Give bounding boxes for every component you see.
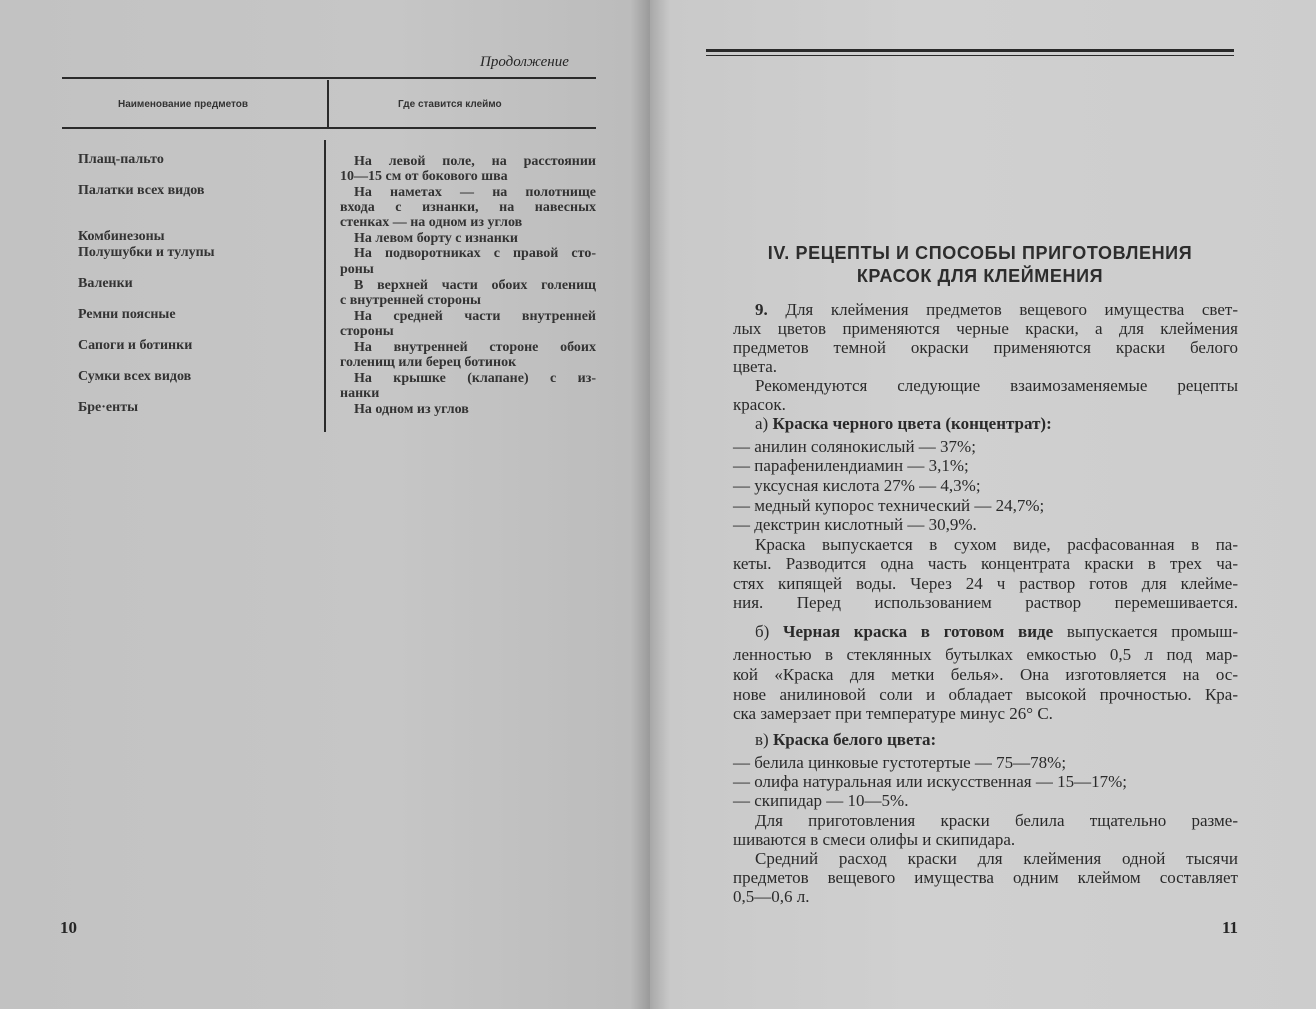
table-row-location-line: На левой поле, на расстоянии (354, 154, 596, 169)
table-row-item: Полушубки и тулупы (78, 245, 215, 260)
body-text-line (733, 622, 1238, 641)
table-row-location-line: роны (340, 262, 374, 277)
text-run: — скипидар — 10—5%. (733, 791, 909, 810)
body-text-line (733, 593, 1238, 612)
body-text-line (733, 574, 1238, 593)
top-rule-thin (706, 55, 1234, 56)
bold-run: Краска белого цвета: (772, 730, 937, 749)
table-row-item: Валенки (78, 276, 133, 291)
text-run: Рекомендуются следующие взаимозаменяемые рецепты (755, 376, 1238, 395)
text-run: предметов вещевого имущества одним клеймом составляет (733, 868, 1238, 887)
bold-run: Краска черного цвета (концентрат): (772, 414, 1052, 433)
body-text-line (733, 704, 1238, 723)
text-run: Краска выпускается в сухом виде, расфасованная в па- (755, 535, 1238, 554)
page-number-right: 11 (1222, 918, 1239, 937)
text-run: 0,5—0,6 л. (733, 887, 810, 906)
table-row-item: Плащ-пальто (78, 152, 164, 167)
text-run: красок. (733, 395, 786, 414)
table-row-item: Бре·енты (78, 400, 139, 415)
text-run: предметов темной окраски применяются краски белого (733, 338, 1238, 357)
table-row-location-line: На одном из углов (354, 402, 469, 417)
table-row-location-line: В верхней части обоих голенищ (354, 278, 596, 293)
table-row-location-line: На наметах — на полотнище (354, 185, 596, 200)
body-text-line (733, 665, 1238, 684)
text-run: — анилин солянокислый — 37%; (733, 437, 976, 456)
section-heading-line-2: КРАСОК ДЛЯ КЛЕЙМЕНИЯ (856, 266, 1104, 286)
table-top-rule (62, 77, 596, 79)
table-row-location-line: На подворотниках с правой сто- (354, 246, 596, 261)
continuation-label: Продолжение (480, 54, 569, 70)
bold-run: 9. (755, 300, 768, 319)
table-header-items: Наименование предметов (118, 99, 249, 110)
text-run: выпускается промыш- (1053, 622, 1238, 641)
body-text-line (733, 772, 1238, 791)
text-run: — олифа натуральная или искусственная — 15—17%; (733, 772, 1127, 791)
body-text-line (733, 830, 1238, 849)
body-text-line (733, 730, 1238, 749)
table-header-rule (62, 127, 596, 129)
body-text-line (733, 868, 1238, 887)
body-text-line (733, 535, 1238, 554)
table-row-location-line: На левом борту с изнанки (354, 231, 518, 246)
table-header-location: Где ставится клеймо (398, 99, 502, 110)
body-text-line (733, 496, 1238, 515)
body-text-line (733, 515, 1238, 534)
table-row-item: Сапоги и ботинки (78, 338, 193, 353)
body-text-line (733, 791, 1238, 810)
text-run: кой «Краска для метки белья». Она изготовляется на ос- (733, 665, 1238, 684)
text-run: ния. Перед использованием раствор перемешивается. (733, 593, 1238, 612)
text-run: Средний расход краски для клеймения одной тысячи (755, 849, 1238, 868)
text-run: — уксусная кислота 27% — 4,3%; (733, 476, 981, 495)
table-row-location-line: На крышке (клапане) с из- (354, 371, 596, 386)
table-row-location-line: нанки (340, 386, 380, 401)
table-row-item: Ремни поясные (78, 307, 176, 322)
list-marker: а) (755, 414, 773, 433)
body-text-line (733, 376, 1238, 395)
body-text-line (733, 887, 1238, 906)
body-text-line (733, 395, 1238, 414)
text-run: нове анилиновой соли и обладает высокой прочностью. Кра- (733, 685, 1238, 704)
text-run: стях кипящей воды. Через 24 ч раствор готов для клейме- (733, 574, 1238, 593)
body-text-line (733, 645, 1238, 664)
text-run: Для клеймения предметов вещевого имущества свет- (767, 300, 1238, 319)
top-rule-thick (706, 49, 1234, 52)
table-row-location-line: 10—15 см от бокового шва (340, 169, 508, 184)
text-run: лых цветов применяются черные краски, а для клеймения (733, 319, 1238, 338)
text-run: Для приготовления краски белила тщательно разме- (755, 811, 1238, 830)
table-row-location-line: стороны (340, 324, 394, 339)
text-run: цвета. (733, 357, 778, 376)
list-marker: в) (755, 730, 773, 749)
body-text-line (733, 554, 1238, 573)
text-run: — декстрин кислотный — 30,9%. (733, 515, 977, 534)
bold-run: Черная краска в готовом виде (783, 622, 1054, 641)
body-text-line (733, 300, 1238, 319)
table-header-divider (327, 80, 329, 128)
text-run: шиваются в смеси олифы и скипидара. (733, 830, 1016, 849)
text-run: — парафенилендиамин — 3,1%; (733, 456, 969, 475)
body-text-line (733, 456, 1238, 475)
left-page (0, 0, 650, 1009)
body-text-line (733, 753, 1238, 772)
body-text-line (733, 319, 1238, 338)
text-run: — белила цинковые густотертые — 75—78%; (733, 753, 1067, 772)
table-row-location-line: На внутренней стороне обоих (354, 340, 596, 355)
table-row-item: Палатки всех видов (78, 183, 205, 198)
body-text-line (733, 811, 1238, 830)
body-text-line (733, 414, 1238, 433)
list-marker: б) (755, 622, 784, 641)
table-row-location-line: На средней части внутренней (354, 309, 596, 324)
table-row-location-line: стенках — на одном из углов (340, 215, 523, 230)
body-text-line (733, 437, 1238, 456)
body-text-line (733, 849, 1238, 868)
body-text-line (733, 357, 1238, 376)
body-text-line (733, 685, 1238, 704)
page-number-left: 10 (60, 918, 77, 937)
table-row-location-line: с внутренней стороны (340, 293, 481, 308)
table-row-item: Комбинезоны (78, 229, 165, 244)
body-text-line (733, 338, 1238, 357)
text-run: кеты. Разводится одна часть концентрата краски в трех ча- (733, 554, 1238, 573)
text-run: ленностью в стеклянных бутылках емкостью 0,5 л под мар- (733, 645, 1238, 664)
body-text-line (733, 476, 1238, 495)
table-row-location-line: входа с изнанки, на навесных (340, 200, 596, 215)
section-heading-line-1: IV. РЕЦЕПТЫ И СПОСОБЫ ПРИГОТОВЛЕНИЯ (767, 243, 1193, 263)
table-row-item: Сумки всех видов (78, 369, 192, 384)
text-run: ска замерзает при температуре минус 26° С. (733, 704, 1053, 723)
text-run: — медный купорос технический — 24,7%; (733, 496, 1045, 515)
table-column-divider (324, 140, 326, 432)
table-row-location-line: голенищ или берец ботинок (340, 355, 517, 370)
